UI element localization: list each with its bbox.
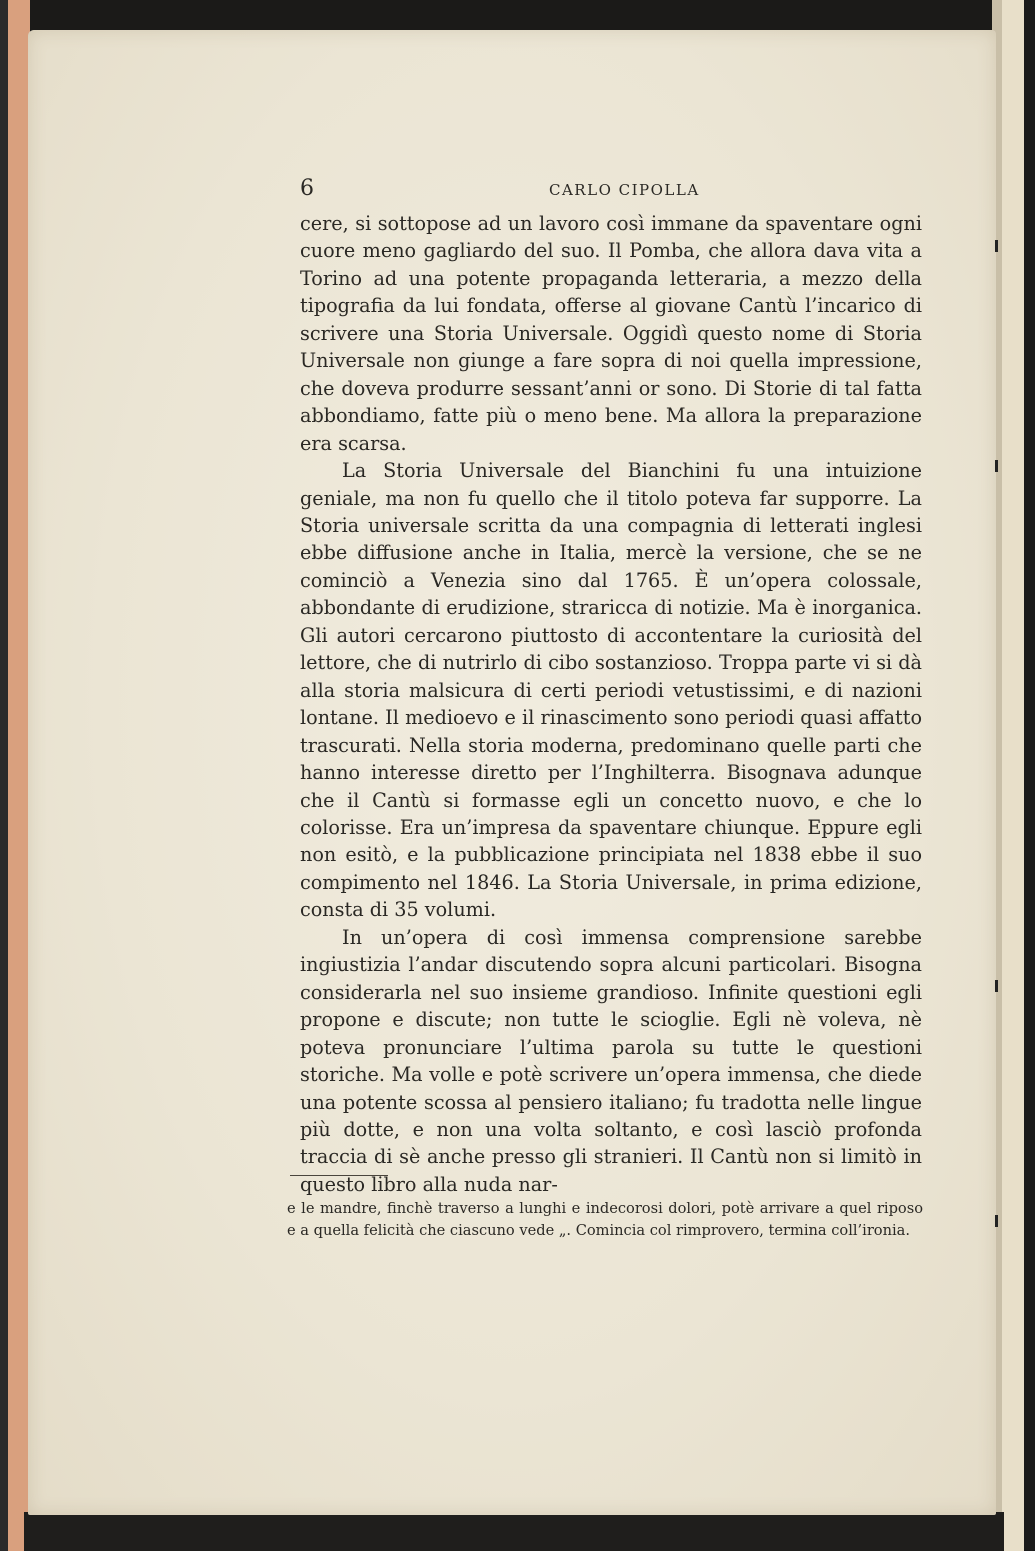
page-mark	[995, 460, 998, 472]
page-mark	[995, 240, 998, 252]
paragraph: In un’opera di così immensa comprensione sarebbe ingiustizia l’andar discutendo sopra alcuni particolari. Bisogna considerarla nel suo insieme grandioso. Infinite questioni egli propone e discute; non tutte le scioglie. Egli nè voleva, nè poteva pronunciare l’ultima parola su tutte le questioni storiche. Ma volle e potè scrivere un’opera immensa, che diede una potente scossa al pensiero italiano; fu tradotta nelle lingue più dotte, e non una volta soltanto, e così lasciò profonda traccia di sè anche presso gli stranieri. Il Cantù non si limitò in questo libro alla nuda nar-	[300, 925, 922, 1196]
running-head	[0, 176, 1035, 206]
running-title: CARLO CIPOLLA	[549, 181, 700, 199]
footnote: e le mandre, finchè traverso a lunghi e indecorosi dolori, potè arrivare a quel riposo e a quella felicità che ciascuno vede „. Comincia col rimprovero, termina coll’ironia.	[287, 1200, 923, 1240]
page-number: 6	[300, 176, 314, 201]
book-edge-bottom	[24, 1512, 1004, 1551]
book-edge-left	[0, 0, 30, 1551]
paragraph: La Storia Universale del Bianchini fu una intuizione geniale, ma non fu quello che il titolo poteva far supporre. La Storia universale scritta da una compagnia di letterati inglesi ebbe diffusione anche in Italia, mercè la versione, che se ne cominciò a Venezia sino dal 1765. È un’opera colossale, abbondante di erudizione, straricca di notizie. Ma è inorganica. Gli autori cercarono piuttosto di accontentare la curiosità del lettore, che di nutrirlo di cibo sostanzioso. Troppa parte vi si dà alla storia malsicura di certi periodi vetustissimi, e di nazioni lontane. Il medioevo e il rinascimento sono periodi quasi affatto trascurati. Nella storia moderna, predominano quelle parti che hanno interesse diretto per l’Inghilterra. Bisognava adunque che il Cantù si formasse egli un concetto nuovo, e che lo colorisse. Era un’impresa da spaventare chiunque. Eppure egli non esitò, e la pubblicazione principiata nel 1838 ebbe il suo compimento nel 1846. La Storia Universale, in prima edizione, consta di 35 volumi.	[300, 459, 922, 922]
paragraph: cere, si sottopose ad un lavoro così immane da spaventare ogni cuore meno gagliardo del suo. Il Pomba, che allora dava vita a Torino ad una potente propaganda letteraria, a mezzo della tipografia da lui fondata, offerse al giovane Cantù l’incarico di scrivere una Storia Universale. Oggidì questo nome di Storia Universale non giunge a fare sopra di noi quella impressione, che doveva produrre sessant’anni or sono. Di Storie di tal fatta abbondiamo, fatte più o meno bene. Ma allora la preparazione era scarsa.	[300, 212, 922, 455]
book-edge-right	[992, 0, 1035, 1551]
page-mark	[995, 1215, 998, 1227]
body-text	[300, 210, 922, 1198]
footnote-rule	[290, 1175, 388, 1176]
page-mark	[995, 980, 998, 992]
